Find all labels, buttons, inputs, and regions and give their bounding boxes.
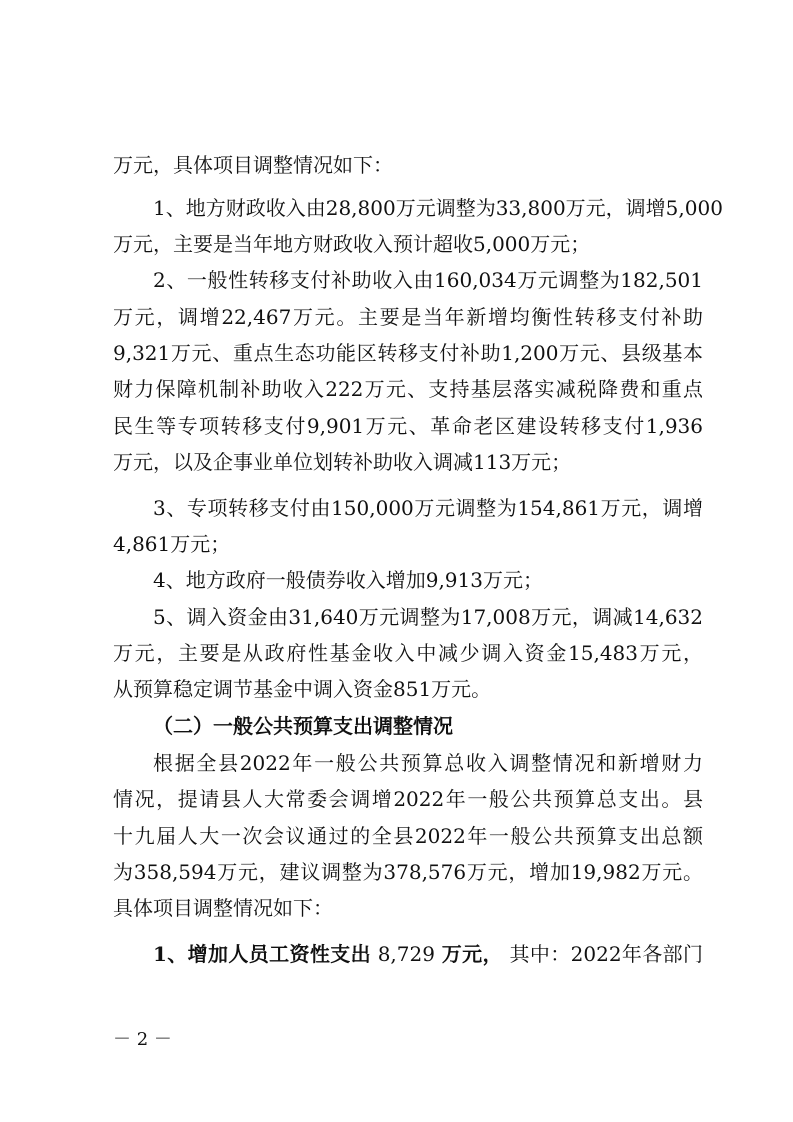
page-number: － 2 －: [113, 1029, 172, 1050]
paragraph-line: 4,861万元；: [113, 532, 231, 556]
paragraph-line: 财力保障机制补助收入222万元、支持基层落实减税降费和重点: [113, 377, 703, 401]
paragraph-line: 情况，提请县人大常委会调增2022年一般公共预算总支出。县: [113, 787, 703, 811]
paragraph-line: 民生等专项转移支付9,901万元、革命老区建设转移支付1,936: [113, 414, 703, 438]
paragraph-line: 为358,594万元，建议调整为378,576万元，增加19,982万元。: [113, 860, 703, 884]
paragraph-line: 3、专项转移支付由150,000万元调整为154,861万元，调增: [153, 496, 703, 520]
bold-unit: 万元，: [441, 942, 503, 966]
paragraph-line: 5、调入资金由31,640万元调整为17,008万元，调减14,632: [153, 605, 703, 629]
section-heading: （二）一般公共预算支出调整情况: [153, 714, 453, 738]
paragraph-line-mixed: [153, 937, 703, 971]
amount: 8,729: [377, 942, 435, 966]
paragraph-line: 9,321万元、重点生态功能区转移支付补助1,200万元、县级基本: [113, 341, 703, 365]
line-rest: 其中：2022年各部门: [509, 942, 704, 966]
bold-lead: 1、增加人员工资性支出: [153, 942, 371, 966]
paragraph-line: 万元，具体项目调整情况如下：: [113, 153, 393, 177]
paragraph-line: 根据全县2022年一般公共预算总收入调整情况和新增财力: [153, 751, 703, 775]
paragraph-line: 从预算稳定调节基金中调入资金851万元。: [113, 677, 492, 701]
paragraph-line: 十九届人大一次会议通过的全县2022年一般公共预算支出总额: [113, 824, 703, 848]
paragraph-line: 2、一般性转移支付补助收入由160,034万元调整为182,501: [153, 268, 703, 292]
paragraph-line: 4、地方政府一般债券收入增加9,913万元；: [153, 568, 543, 592]
paragraph-line: 具体项目调整情况如下：: [113, 896, 333, 920]
paragraph-line: 万元，主要是从政府性基金收入中减少调入资金15,483万元，: [113, 641, 703, 665]
paragraph-line: 万元，以及企事业单位划转补助收入调减113万元；: [113, 450, 572, 474]
paragraph-line: 1、地方财政收入由28,800万元调整为33,800万元，调增5,000: [153, 196, 723, 220]
paragraph-line: 万元，主要是当年地方财政收入预计超收5,000万元；: [113, 232, 591, 256]
paragraph-line: 万元，调增22,467万元。主要是当年新增均衡性转移支付补助: [113, 305, 703, 329]
